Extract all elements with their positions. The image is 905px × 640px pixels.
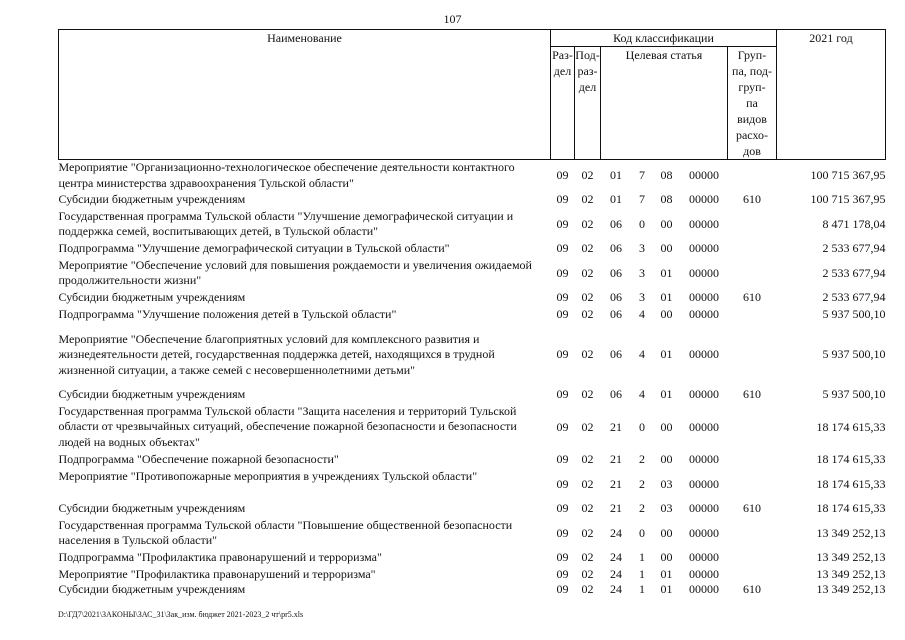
amount-cell: 18 174 615,33 <box>816 501 886 516</box>
target-code-1-cell: 06 <box>610 241 622 256</box>
amount-cell: 13 349 252,13 <box>816 566 886 581</box>
page-number: 107 <box>443 12 462 26</box>
target-code-1-cell: 24 <box>610 566 622 581</box>
podrazdel-cell: 02 <box>581 582 594 597</box>
expense-group-cell <box>728 469 777 501</box>
podrazdel-cell: 02 <box>581 265 594 280</box>
table-row <box>59 241 886 258</box>
razdel-cell: 09 <box>556 241 569 256</box>
podrazdel-cell: 02 <box>581 347 594 362</box>
razdel-cell: 09 <box>556 525 569 540</box>
table-row <box>59 387 886 404</box>
razdel-cell: 09 <box>556 307 569 322</box>
razdel-cell: 09 <box>556 419 569 434</box>
amount-cell: 100 715 367,95 <box>810 168 886 182</box>
razdel-cell: 09 <box>556 387 569 402</box>
row-name-cell: Мероприятие "Профилактика правонарушений и терроризма" <box>58 566 376 581</box>
table-row <box>59 404 886 452</box>
target-code-4-cell: 00000 <box>689 216 719 231</box>
table-row <box>59 192 886 209</box>
expense-group-cell <box>728 518 777 550</box>
target-code-4-cell: 00000 <box>689 387 719 402</box>
razdel-cell: 09 <box>556 216 569 231</box>
target-code-1-cell: 01 <box>610 192 622 207</box>
target-code-4-cell: 00000 <box>689 566 719 581</box>
expense-group-cell <box>728 567 777 583</box>
target-code-1-cell: 24 <box>610 525 622 540</box>
expense-group-cell: 610 <box>743 582 761 597</box>
target-code-2-cell: 3 <box>639 241 645 256</box>
amount-cell: 5 937 500,10 <box>822 307 886 322</box>
razdel-cell: 09 <box>556 290 569 305</box>
header-razdel: Раз- дел <box>551 47 575 160</box>
target-code-1-cell: 24 <box>610 582 622 597</box>
target-code-2-cell: 2 <box>639 452 645 467</box>
podrazdel-cell: 02 <box>581 290 594 305</box>
amount-cell: 8 471 178,04 <box>822 216 886 231</box>
target-code-2-cell: 0 <box>639 525 645 540</box>
target-code-1-cell: 01 <box>610 168 622 182</box>
target-code-4-cell: 00000 <box>689 241 719 256</box>
row-name-cell: Подпрограмма "Улучшение положения детей в Тульской области" <box>58 306 397 321</box>
table-row <box>59 582 886 598</box>
target-code-4-cell: 00000 <box>689 452 719 467</box>
expense-group-cell <box>728 241 777 258</box>
target-code-3-cell: 03 <box>660 501 673 516</box>
expense-group-cell: 610 <box>743 387 761 402</box>
target-code-3-cell: 01 <box>660 566 673 581</box>
expense-group-cell: 610 <box>743 192 761 207</box>
expense-group-cell <box>728 307 777 324</box>
amount-cell: 13 349 252,13 <box>816 582 886 597</box>
target-code-1-cell: 06 <box>610 347 622 362</box>
table-row <box>59 501 886 518</box>
target-code-4-cell: 00000 <box>689 419 719 434</box>
expense-group-cell <box>728 258 777 290</box>
target-code-1-cell: 06 <box>610 216 622 231</box>
table-row <box>59 290 886 307</box>
podrazdel-cell: 02 <box>581 168 594 182</box>
table-header <box>59 30 886 160</box>
table-row <box>59 307 886 324</box>
target-code-3-cell: 03 <box>660 476 673 491</box>
target-code-3-cell: 00 <box>660 550 673 565</box>
target-code-3-cell: 00 <box>660 241 673 256</box>
razdel-cell: 09 <box>556 501 569 516</box>
target-code-2-cell: 4 <box>639 307 645 322</box>
target-code-3-cell: 00 <box>660 525 673 540</box>
expense-group-cell <box>728 404 777 452</box>
target-code-3-cell: 08 <box>660 192 673 207</box>
podrazdel-cell: 02 <box>581 387 594 402</box>
header-podrazdel: Под- раз- дел <box>575 47 601 160</box>
target-code-2-cell: 2 <box>639 476 645 491</box>
amount-cell: 2 533 677,94 <box>822 241 886 256</box>
target-code-3-cell: 00 <box>660 452 673 467</box>
target-code-4-cell: 00000 <box>689 476 719 491</box>
row-name-cell: Субсидии бюджетным учреждениям <box>58 582 246 596</box>
target-code-1-cell: 06 <box>610 290 622 305</box>
target-code-2-cell: 4 <box>639 387 645 402</box>
amount-cell: 5 937 500,10 <box>822 387 886 402</box>
expense-group-cell <box>728 160 777 192</box>
podrazdel-cell: 02 <box>581 419 594 434</box>
header-name: Наименование <box>59 30 551 160</box>
target-code-3-cell: 01 <box>660 290 673 305</box>
amount-cell: 2 533 677,94 <box>822 265 886 280</box>
target-code-3-cell: 01 <box>660 582 673 597</box>
target-code-3-cell: 00 <box>660 307 673 322</box>
target-code-4-cell: 00000 <box>689 525 719 540</box>
row-name-cell: Подпрограмма "Профилактика правонарушений и терроризма" <box>58 549 382 564</box>
amount-cell: 5 937 500,10 <box>822 347 886 362</box>
row-name-cell: Субсидии бюджетным учреждениям <box>58 289 246 304</box>
podrazdel-cell: 02 <box>581 241 594 256</box>
amount-cell: 13 349 252,13 <box>816 550 886 565</box>
target-code-3-cell: 00 <box>660 419 673 434</box>
target-code-4-cell: 00000 <box>689 265 719 280</box>
podrazdel-cell: 02 <box>581 501 594 516</box>
razdel-cell: 09 <box>556 566 569 581</box>
row-name-cell: Государственная программа Тульской области "Повышение общественной безопасности населения в Тульской области" <box>58 517 513 547</box>
target-code-1-cell: 21 <box>610 501 622 516</box>
target-code-2-cell: 2 <box>639 501 645 516</box>
header-classification: Код классификации <box>551 30 777 47</box>
row-name-cell: Подпрограмма "Улучшение демографической ситуации в Тульской области" <box>58 240 450 255</box>
row-name-cell: Мероприятие "Противопожарные мероприятия в учреждениях Тульской области" <box>58 468 478 483</box>
target-code-3-cell: 00 <box>660 216 673 231</box>
razdel-cell: 09 <box>556 476 569 491</box>
file-path-footer: D:\ГД7\2021\ЗАКОНЫ\ЗАС_31\Зак_изм. бюджет 2021-2023_2 чт\pr5.xls <box>58 610 304 619</box>
amount-cell: 18 174 615,33 <box>816 419 886 434</box>
target-code-2-cell: 1 <box>639 582 645 597</box>
table-row <box>59 550 886 567</box>
table-row <box>59 209 886 241</box>
target-code-2-cell: 3 <box>639 290 645 305</box>
podrazdel-cell: 02 <box>581 476 594 491</box>
target-code-4-cell: 00000 <box>689 168 719 182</box>
expense-group-cell: 610 <box>743 290 761 305</box>
target-code-3-cell: 01 <box>660 347 673 362</box>
budget-table <box>58 29 886 598</box>
target-code-4-cell: 00000 <box>689 582 719 597</box>
target-code-3-cell: 01 <box>660 387 673 402</box>
row-name-cell: Государственная программа Тульской области "Улучшение демографической ситуации и поддержка семей, воспитывающих детей, в Тульской области" <box>58 208 514 238</box>
podrazdel-cell: 02 <box>581 525 594 540</box>
podrazdel-cell: 02 <box>581 216 594 231</box>
razdel-cell: 09 <box>556 582 569 597</box>
target-code-3-cell: 01 <box>660 265 673 280</box>
table-row <box>59 452 886 469</box>
podrazdel-cell: 02 <box>581 566 594 581</box>
expense-group-cell <box>728 324 777 387</box>
target-code-4-cell: 00000 <box>689 347 719 362</box>
razdel-cell: 09 <box>556 168 569 182</box>
target-code-2-cell: 0 <box>639 216 645 231</box>
target-code-1-cell: 21 <box>610 476 622 491</box>
target-code-2-cell: 3 <box>639 265 645 280</box>
target-code-2-cell: 1 <box>639 566 645 581</box>
row-name-cell: Мероприятие "Организационно-технологическое обеспечение деятельности контактного центра министерства здравоохранения Тульской области" <box>58 160 515 190</box>
target-code-4-cell: 00000 <box>689 501 719 516</box>
target-code-1-cell: 06 <box>610 265 622 280</box>
target-code-2-cell: 0 <box>639 419 645 434</box>
header-year: 2021 год <box>777 30 886 160</box>
target-code-1-cell: 21 <box>610 419 622 434</box>
podrazdel-cell: 02 <box>581 452 594 467</box>
podrazdel-cell: 02 <box>581 307 594 322</box>
target-code-4-cell: 00000 <box>689 307 719 322</box>
target-code-4-cell: 00000 <box>689 290 719 305</box>
header-expense-group: Груп- па, под- груп- па видов расхо- дов <box>728 47 777 160</box>
amount-cell: 13 349 252,13 <box>816 525 886 540</box>
target-code-2-cell: 4 <box>639 347 645 362</box>
target-code-1-cell: 24 <box>610 550 622 565</box>
razdel-cell: 09 <box>556 347 569 362</box>
expense-group-cell <box>728 452 777 469</box>
header-target-article: Целевая статья <box>601 47 728 160</box>
amount-cell: 18 174 615,33 <box>816 476 886 491</box>
row-name-cell: Мероприятие "Обеспечение условий для повышения рождаемости и увеличения ожидаемой продолжительности жизни" <box>58 257 532 287</box>
row-name-cell: Субсидии бюджетным учреждениям <box>58 386 246 401</box>
expense-group-cell <box>728 209 777 241</box>
podrazdel-cell: 02 <box>581 550 594 565</box>
razdel-cell: 09 <box>556 192 569 207</box>
row-name-cell: Подпрограмма "Обеспечение пожарной безопасности" <box>58 451 339 466</box>
razdel-cell: 09 <box>556 550 569 565</box>
target-code-4-cell: 00000 <box>689 550 719 565</box>
amount-cell: 18 174 615,33 <box>816 452 886 467</box>
podrazdel-cell: 02 <box>581 192 594 207</box>
table-row <box>59 518 886 550</box>
table-row <box>59 469 886 501</box>
expense-group-cell <box>728 550 777 567</box>
amount-cell: 2 533 677,94 <box>822 290 886 305</box>
table-row <box>59 258 886 290</box>
table-row <box>59 324 886 387</box>
target-code-1-cell: 06 <box>610 307 622 322</box>
amount-cell: 100 715 367,95 <box>810 192 886 207</box>
target-code-1-cell: 21 <box>610 452 622 467</box>
row-name-cell: Государственная программа Тульской области "Защита населения и территорий Тульской области от чрезвычайных ситуаций, обеспечение пожарной безопасности и безопасности людей на водных объектах" <box>58 403 517 449</box>
table-row <box>59 567 886 583</box>
razdel-cell: 09 <box>556 265 569 280</box>
target-code-1-cell: 06 <box>610 387 622 402</box>
expense-group-cell: 610 <box>743 501 761 516</box>
row-name-cell: Субсидии бюджетным учреждениям <box>58 191 246 206</box>
row-name-cell: Субсидии бюджетным учреждениям <box>58 500 246 515</box>
razdel-cell: 09 <box>556 452 569 467</box>
table-body <box>59 160 886 599</box>
table-row <box>59 160 886 192</box>
target-code-4-cell: 00000 <box>689 192 719 207</box>
target-code-2-cell: 1 <box>639 550 645 565</box>
row-name-cell: Мероприятие "Обеспечение благоприятных условий для комплексного развития и жизнедеятельности детей, государственная поддержка детей, находящихся в трудной жизненной ситуации, а также семей с несовершеннолетними детьми" <box>58 331 495 377</box>
target-code-2-cell: 7 <box>639 168 645 182</box>
target-code-3-cell: 08 <box>660 168 673 182</box>
target-code-2-cell: 7 <box>639 192 645 207</box>
